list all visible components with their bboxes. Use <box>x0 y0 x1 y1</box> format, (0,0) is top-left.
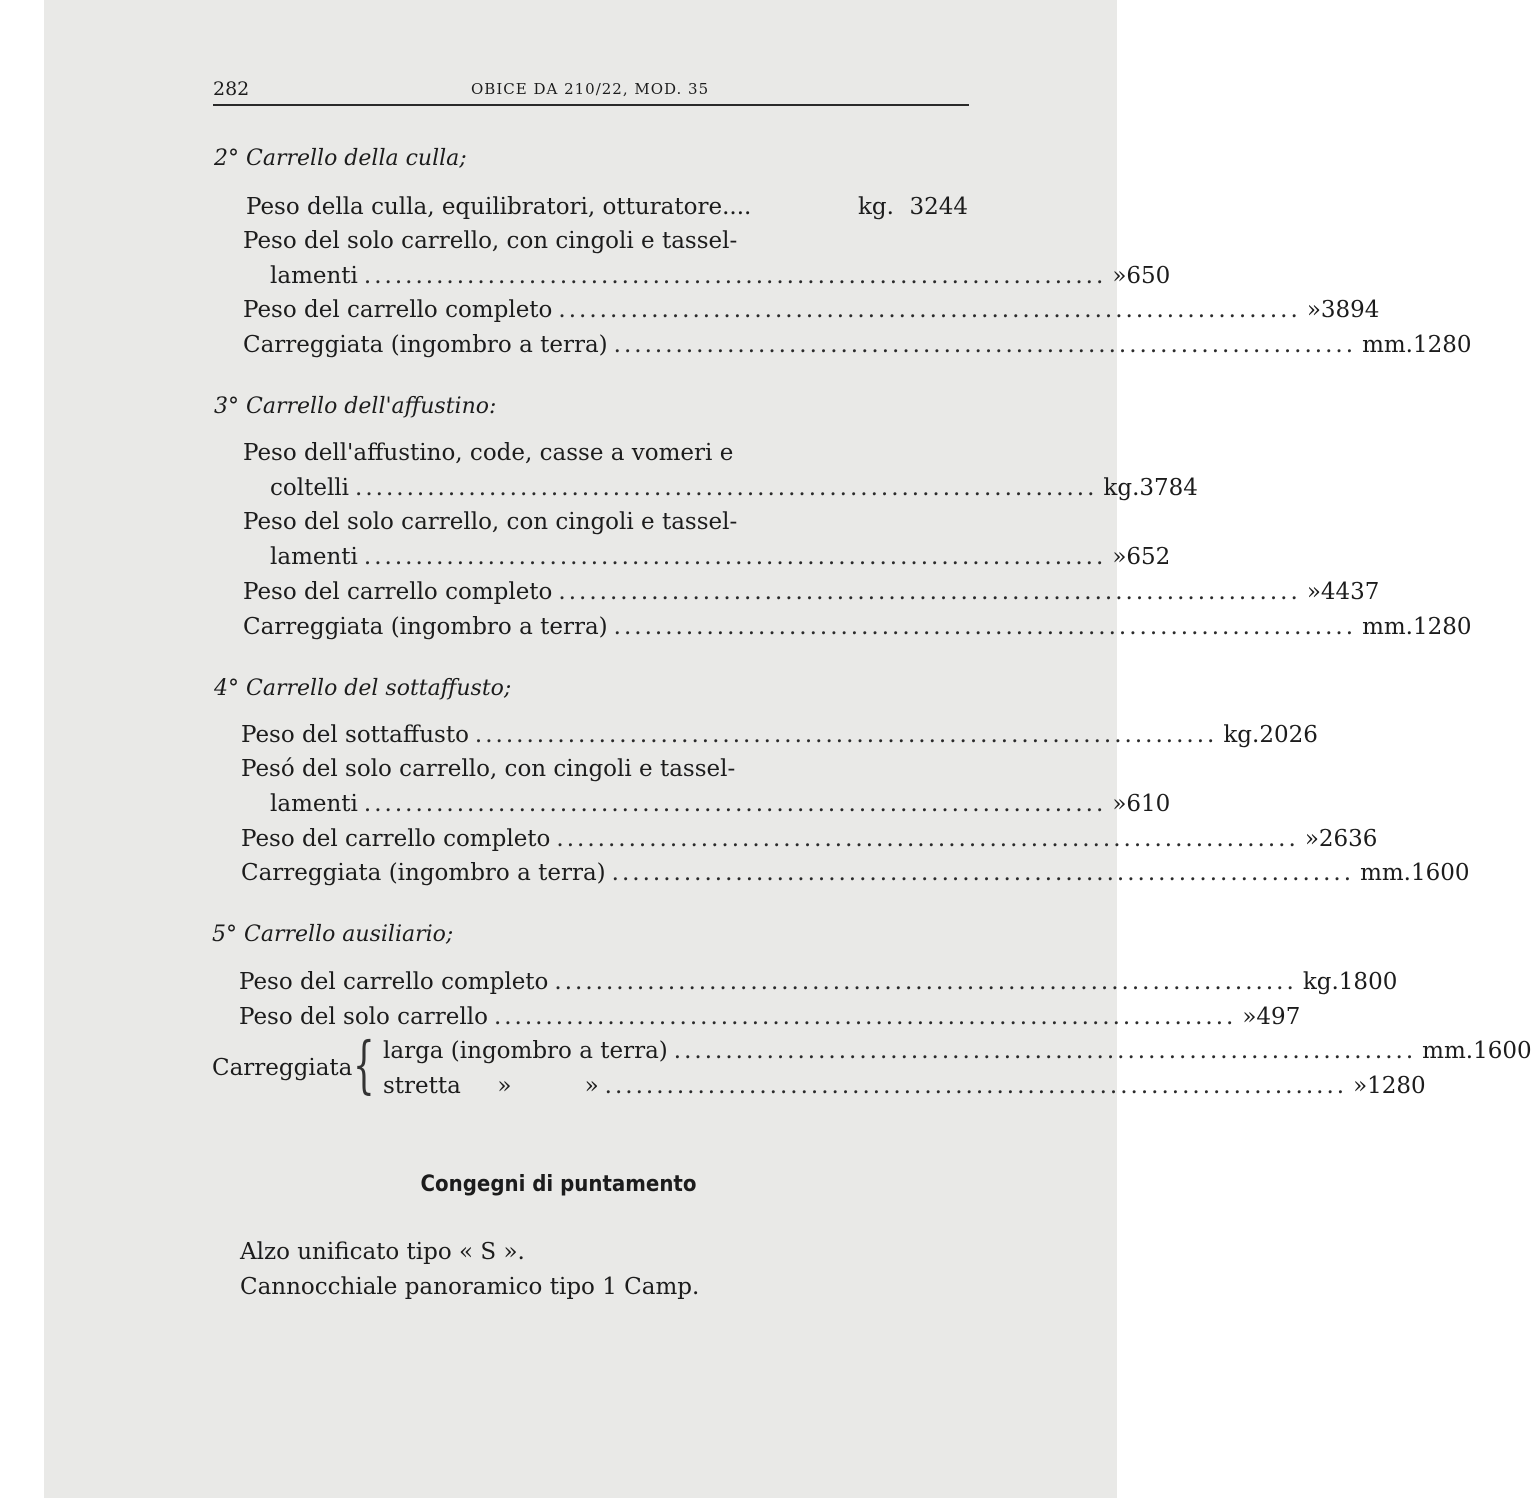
row-unit: » <box>1112 544 1127 570</box>
section-title-4: 4° Carrello del sottaffusto; <box>214 676 512 701</box>
table-row <box>270 544 1171 576</box>
row-unit: mm. <box>1360 860 1411 886</box>
leader-dots: ........................................................................ <box>363 263 1107 289</box>
table-row <box>270 791 1171 823</box>
row-label: lamenti <box>270 263 358 289</box>
leader-dots: ........................................................................ <box>556 826 1299 852</box>
row-label: Peso del sottaffusto <box>241 722 469 748</box>
row-value: 2026 <box>1259 722 1318 748</box>
page-left-margin <box>0 0 44 1498</box>
row-unit: kg. <box>1302 969 1339 995</box>
row-label: Peso del solo carrello, con cingoli e tassel- <box>243 228 738 254</box>
row-label: lamenti <box>270 544 358 570</box>
row-value: 4437 <box>1320 579 1380 605</box>
row-label: Carreggiata (ingombro a terra) <box>241 860 606 886</box>
table-row <box>239 969 1398 1001</box>
row-unit: » <box>1353 1073 1368 1099</box>
row-value: 1280 <box>1413 614 1472 640</box>
row-unit: mm. <box>1362 332 1413 358</box>
leader-dots: ........................................................................ <box>554 969 1297 995</box>
table-row <box>241 722 1318 754</box>
row-value: 3894 <box>1320 297 1380 323</box>
paragraph: Alzo unificato tipo « S ». <box>240 1239 525 1265</box>
row-unit: » <box>1306 579 1321 605</box>
row-unit: mm. <box>1362 614 1413 640</box>
row-value: 1600 <box>1473 1038 1532 1064</box>
leader-dots: ........................................................................ <box>355 475 1098 501</box>
running-title: OBICE DA 210/22, MOD. 35 <box>471 80 710 98</box>
row-unit: » <box>1112 791 1127 817</box>
brace-group-label: Carreggiata <box>212 1055 353 1081</box>
row-label: Peso dell'affustino, code, casse a vomeri e <box>243 440 734 466</box>
row-label: Carreggiata (ingombro a terra) <box>243 332 608 358</box>
row-unit: mm. <box>1422 1038 1474 1064</box>
leader-dots: ........................................................................ <box>558 297 1301 323</box>
row-label: Peso del carrello completo <box>243 579 553 605</box>
row-label: Peso del carrello completo <box>243 297 553 323</box>
row-label: Carreggiata (ingombro a terra) <box>243 614 608 640</box>
paragraph: Cannocchiale panoramico tipo 1 Camp. <box>240 1274 700 1300</box>
table-row <box>243 332 1472 364</box>
table-row <box>270 475 1198 507</box>
row-label: Peso del carrello completo <box>241 826 551 852</box>
row-value: 1600 <box>1411 860 1470 886</box>
row-unit: » <box>1112 263 1127 289</box>
table-row <box>241 860 1470 892</box>
row-unit: » <box>1306 297 1321 323</box>
row-value: 1280 <box>1413 332 1472 358</box>
row-label: coltelli <box>270 475 350 501</box>
table-row <box>383 1038 1532 1070</box>
row-label: Peso del carrello completo <box>239 969 549 995</box>
row-label: larga (ingombro a terra) <box>383 1038 668 1064</box>
row-unit: » <box>1304 826 1319 852</box>
leader-dots: ........................................................................ <box>363 791 1107 817</box>
row-label: Peso del solo carrello <box>239 1004 488 1030</box>
row-unit: » <box>1242 1004 1257 1030</box>
row-unit: kg. <box>858 194 894 220</box>
table-row <box>246 194 968 226</box>
row-label: Peso del solo carrello, con cingoli e tassel- <box>243 509 738 535</box>
row-label: stretta » » <box>383 1073 599 1099</box>
row-value: 652 <box>1126 544 1171 570</box>
section-title-2: 2° Carrello della culla; <box>214 146 467 171</box>
row-value: 1280 <box>1367 1073 1426 1099</box>
leader-dots: ........................................................................ <box>613 614 1357 640</box>
page-number: 282 <box>213 78 250 100</box>
subheading: Congegni di puntamento <box>420 1172 697 1197</box>
row-value: 1800 <box>1338 969 1398 995</box>
row-value: 2636 <box>1318 826 1378 852</box>
table-row <box>243 579 1380 611</box>
leader-dots: ........................................................................ <box>363 544 1107 570</box>
row-unit: kg. <box>1223 722 1260 748</box>
row-unit: kg. <box>1103 475 1140 501</box>
leader-dots: ........................................................................ <box>673 1038 1417 1064</box>
section-title-5: 5° Carrello ausiliario; <box>212 922 454 947</box>
leader-dots: ........................................................................ <box>493 1004 1237 1030</box>
row-value: 3244 <box>909 194 968 220</box>
row-label: lamenti <box>270 791 358 817</box>
curly-brace-icon: { <box>353 1028 375 1101</box>
row-value: 650 <box>1126 263 1171 289</box>
table-row <box>270 263 1171 295</box>
leader-dots: ........................................................................ <box>611 860 1355 886</box>
row-value: 3784 <box>1139 475 1198 501</box>
row-label: Peso della culla, equilibratori, otturatore.... <box>246 194 752 220</box>
page-header <box>213 76 969 106</box>
table-row <box>243 614 1472 646</box>
table-row <box>243 297 1380 329</box>
table-row <box>383 1073 1426 1105</box>
leader-dots: ........................................................................ <box>474 722 1218 748</box>
table-row <box>239 1004 1301 1036</box>
leader-dots: ........................................................................ <box>558 579 1301 605</box>
leader-dots: ........................................................................ <box>613 332 1357 358</box>
section-title-3: 3° Carrello dell'affustino: <box>214 394 497 419</box>
row-label: Pesó del solo carrello, con cingoli e tassel- <box>241 756 736 782</box>
table-row <box>241 826 1378 858</box>
row-value: 497 <box>1256 1004 1301 1030</box>
row-value: 610 <box>1126 791 1171 817</box>
leader-dots: ........................................................................ <box>604 1073 1348 1099</box>
